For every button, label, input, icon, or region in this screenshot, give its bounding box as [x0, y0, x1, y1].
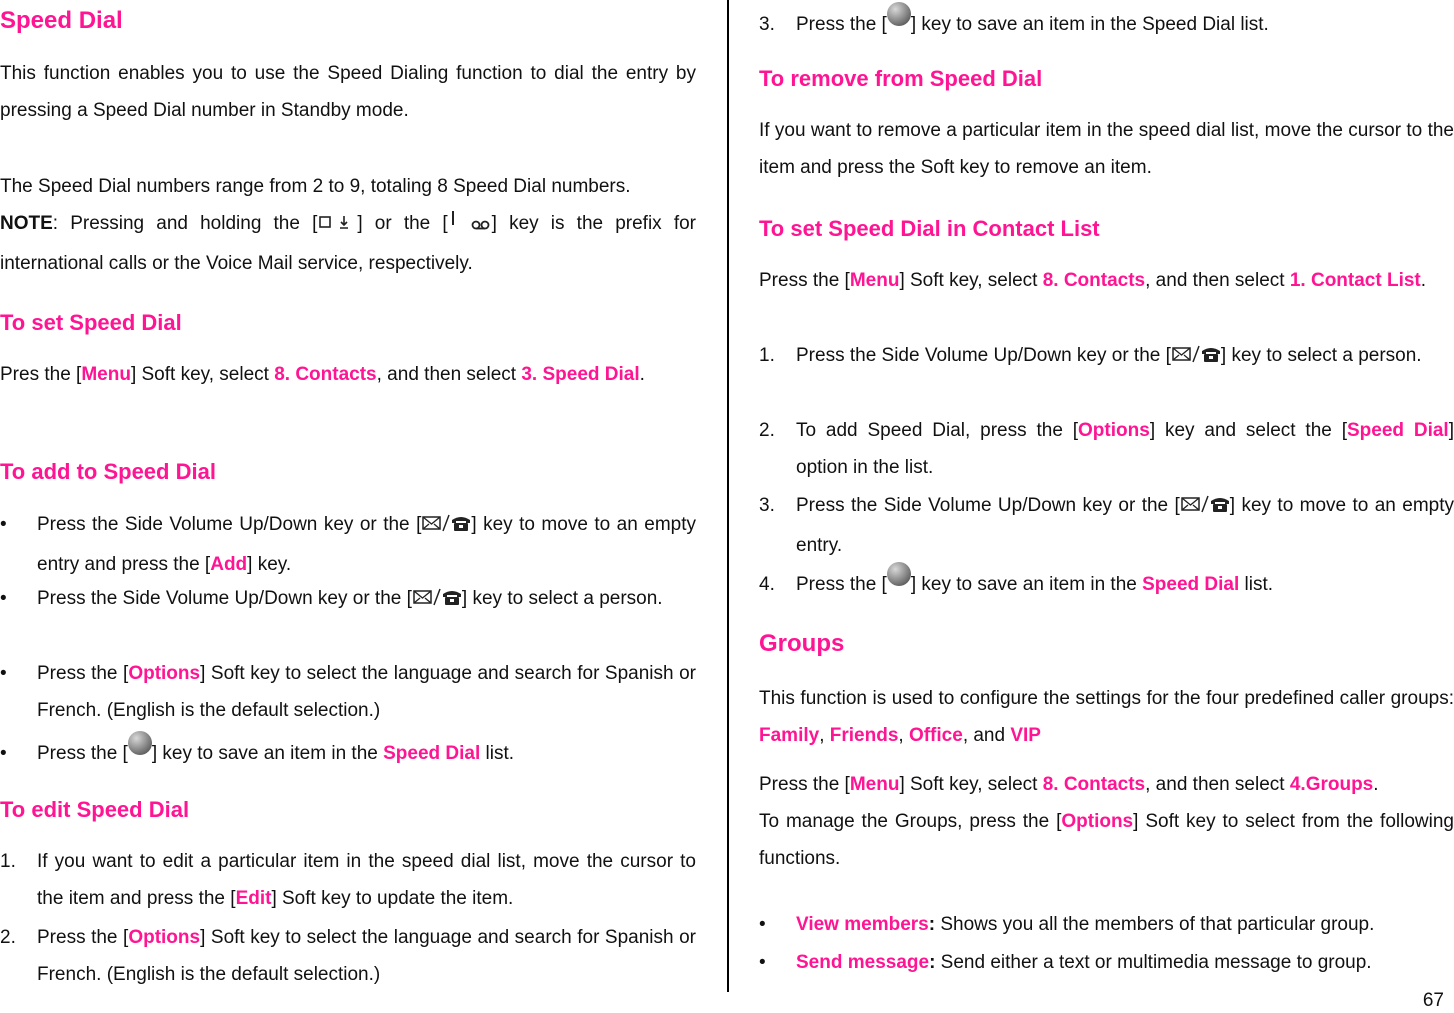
- message-phone-key-icon: [421, 509, 471, 546]
- contact-list-step-3: 3. Press the Side Volume Up/Down key or the [ ] key to move to an empty entry.: [759, 487, 1454, 564]
- add-bullet-4: • Press the [ ] key to save an item in the Speed Dial list.: [0, 735, 696, 772]
- ok-key-icon: [887, 562, 911, 586]
- add-speed-dial-heading: To add to Speed Dial: [0, 459, 216, 484]
- groups-intro: This function is used to configure the settings for the four predefined caller groups: Family, Friends, Office, and VIP: [759, 688, 1454, 746]
- contact-list-step-2: 2. To add Speed Dial, press the [Options] key and select the [Speed Dial] option in the list.: [759, 420, 1454, 478]
- edit-step-2: 2. Press the [Options] Soft key to select the language and search for Spanish or French. (English is the default selection.): [0, 927, 696, 985]
- set-speed-dial-text: Pres the [Menu] Soft key, select 8. Contacts, and then select 3. Speed Dial.: [0, 364, 645, 385]
- groups-function-send-message: • Send message: Send either a text or multimedia message to group.: [759, 952, 1372, 973]
- speed-dial-intro: This function enables you to use the Speed Dialing function to dial the entry by pressing a Speed Dial number in Standby mode.: [0, 63, 696, 121]
- star-key-icon: [317, 208, 357, 245]
- continued-step-3: 3. Press the [ ] key to save an item in the Speed Dial list.: [759, 6, 1454, 43]
- contact-list-step-1: 1. Press the Side Volume Up/Down key or the [ ] key to select a person.: [759, 337, 1454, 377]
- add-bullet-1: • Press the Side Volume Up/Down key or the [ ] key to move to an empty entry and press the [Add] key.: [0, 506, 696, 583]
- groups-menu-text: Press the [Menu] Soft key, select 8. Contacts, and then select 4.Groups.: [759, 774, 1379, 795]
- set-speed-dial-heading: To set Speed Dial: [0, 310, 182, 335]
- add-bullet-2: • Press the Side Volume Up/Down key or the [ ] key to select a person.: [0, 580, 696, 620]
- speed-dial-title: Speed Dial: [0, 7, 123, 34]
- note-label: NOTE: [0, 213, 53, 234]
- edit-step-1: 1. If you want to edit a particular item in the speed dial list, move the cursor to the item and press the [Edit] Soft key to update the item.: [0, 851, 696, 909]
- message-phone-key-icon: [1171, 340, 1221, 377]
- page-number: 67: [1422, 990, 1444, 1011]
- add-bullet-3: • Press the [Options] Soft key to select the language and search for Spanish or French. (English is the default selection.): [0, 663, 696, 721]
- ok-key-icon: [128, 731, 152, 755]
- contact-list-heading: To set Speed Dial in Contact List: [759, 216, 1100, 241]
- contact-list-text: Press the [Menu] Soft key, select 8. Contacts, and then select 1. Contact List.: [759, 270, 1427, 291]
- remove-speed-dial-text: If you want to remove a particular item in the speed dial list, move the cursor to the item and press the Soft key to remove an item.: [759, 120, 1454, 178]
- groups-title: Groups: [759, 630, 845, 657]
- message-phone-key-icon: [412, 583, 462, 620]
- groups-function-view-members: • View members: Shows you all the members of that particular group.: [759, 914, 1375, 935]
- speed-dial-range: The Speed Dial numbers range from 2 to 9, totaling 8 Speed Dial numbers.: [0, 176, 631, 197]
- remove-speed-dial-heading: To remove from Speed Dial: [759, 66, 1043, 91]
- message-phone-key-icon: [1180, 490, 1230, 527]
- groups-manage-text: To manage the Groups, press the [Options] Soft key to select from the following functions.: [759, 811, 1454, 869]
- column-divider: [727, 0, 729, 992]
- ok-key-icon: [887, 2, 911, 26]
- voicemail-key-icon: [448, 208, 492, 245]
- contact-list-step-4: 4. Press the [ ] key to save an item in the Speed Dial list.: [759, 566, 1454, 603]
- edit-speed-dial-heading: To edit Speed Dial: [0, 797, 190, 822]
- speed-dial-note: NOTE: Pressing and holding the [ ] or the [ ] key is the prefix for international calls or the Voice Mail service, respectively.: [0, 205, 696, 282]
